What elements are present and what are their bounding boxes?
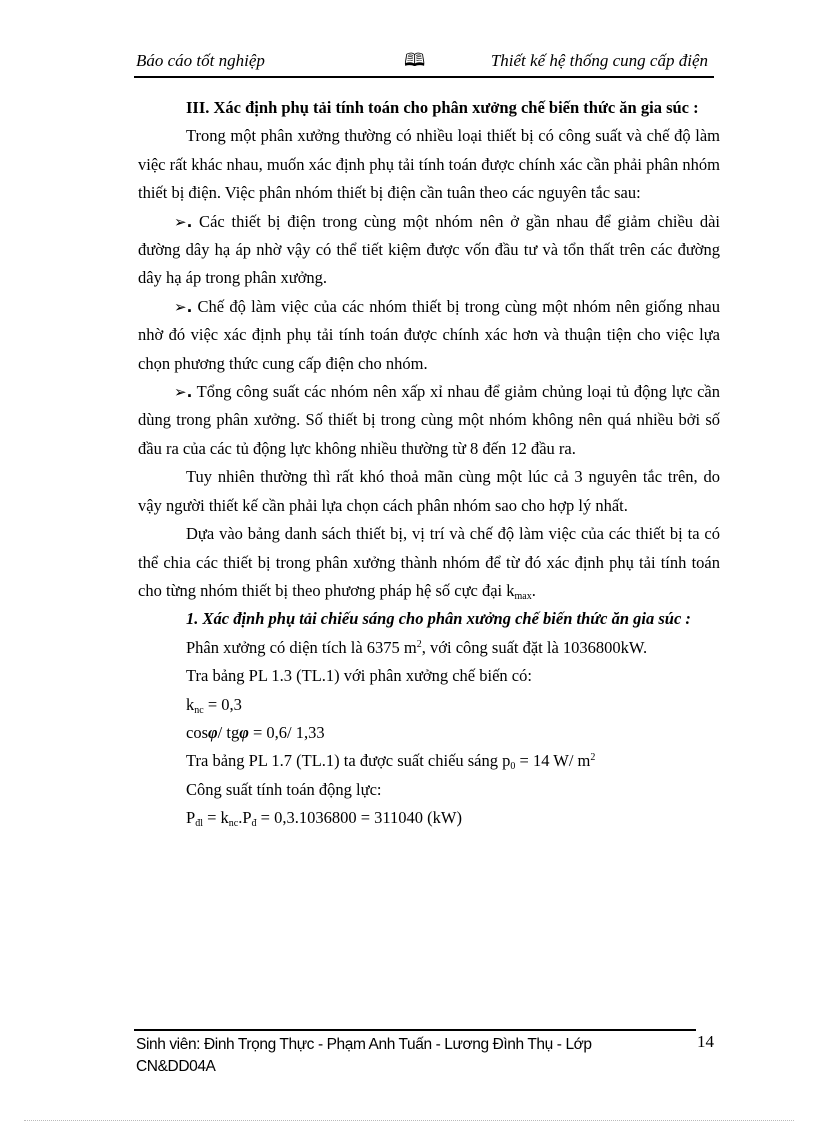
bullet-item-3: ➢. Tổng công suất các nhóm nên xấp xỉ nhau để giảm chủng loại tủ động lực cần dùng trong phân xưởng. Số thiết bị trong cùng một nhóm không nên quá nhiều bởi số đầu ra của các tủ động lực không nhiều thường từ 8 đến 12 đầu ra. bbox=[138, 382, 720, 458]
paragraph-power-calc: Công suất tính toán động lực: bbox=[186, 779, 382, 799]
bullet-item-1: ➢. Các thiết bị điện trong cùng một nhóm nên ở gần nhau để giảm chiều dài đường dây hạ áp nhờ vậy có thể tiết kiệm được vốn đầu tư và tổn thất trên các đường dây hạ áp trong phân xưởng. bbox=[138, 211, 720, 288]
subsection-heading: 1. Xác định phụ tải chiếu sáng cho phân xưởng chế biến thức ăn gia súc : bbox=[186, 609, 691, 629]
page-number: 14 bbox=[697, 1032, 714, 1051]
page-header bbox=[134, 48, 714, 74]
paragraph-grouping: Dựa vào bảng danh sách thiết bị, vị trí và chế độ làm việc của các thiết bị ta có thể chia các thiết bị trong phân xưởng thành nhóm để từ đó xác định phụ tải tính toán cho từng nhóm thiết bị theo phương pháp hệ số cực đại $k_{max}$. bbox=[138, 524, 720, 602]
header-rule bbox=[134, 76, 714, 78]
section-heading: III. Xác định phụ tải tính toán cho phân xưởng chế biến thức ăn gia súc : bbox=[186, 98, 699, 117]
footer-authors: Sinh viên: Đinh Trọng Thực - Phạm Anh Tuấn - Lương Đình Thụ - Lớp CN&DD04A bbox=[136, 1036, 592, 1075]
bullet-arrow-icon: ➢. bbox=[174, 297, 193, 316]
header-right-title: Thiết kế hệ thống cung cấp điện bbox=[490, 51, 708, 70]
paragraph-note: Tuy nhiên thường thì rất khó thoả mãn cùng một lúc cả 3 nguyên tắc trên, do vậy người thiết kế cần phải lựa chọn cách phân nhóm sao cho hợp lý nhất. bbox=[138, 467, 720, 515]
bullet-arrow-icon: ➢. bbox=[174, 212, 193, 231]
open-book-icon: 🕮 bbox=[404, 50, 426, 70]
formula-knc: $k_{nc} = 0,3$ bbox=[186, 694, 242, 716]
paragraph-intro: Trong một phân xưởng thường có nhiều loại thiết bị có công suất và chế độ làm việc rất khác nhau, muốn xác định phụ tải tính toán được chính xác cần phải phân nhóm thiết bị điện. Việc phân nhóm thiết bị điện cần tuân theo các nguyên tắc sau: bbox=[138, 126, 720, 203]
paragraph-table-lookup: Tra bảng PL 1.3 (TL.1) với phân xưởng chế biến có: bbox=[186, 666, 532, 686]
bullet-arrow-icon: ➢. bbox=[174, 383, 193, 402]
header-left-title: Báo cáo tốt nghiệp bbox=[136, 51, 265, 70]
formula-cos-tg: cosφ/ tgφ = 0,6/ 1,33 bbox=[186, 722, 325, 742]
bullet-item-2: ➢. Chế độ làm việc của các nhóm thiết bị trong cùng một nhóm nên giống nhau nhờ đó việc xác định phụ tải tính toán được chính xác hơn và thuận tiện cho việc lựa chọn phương thức cung cấp điện cho nhóm. bbox=[138, 296, 720, 373]
formula-pdl: $P_{đl} = k_{nc}.P_đ = 0,3.1036800 = 311040$ (kW) bbox=[186, 808, 462, 830]
page-body bbox=[138, 94, 720, 833]
paragraph-area: Phân xưởng có diện tích là 6375 $m^2$, với công suất đặt là 1036800kW. bbox=[186, 637, 648, 657]
page-bottom-border bbox=[24, 1120, 794, 1121]
formula-lighting-density: Tra bảng PL 1.7 (TL.1) ta được suất chiếu sáng $p_0 = 14$ W/ $m^2$ bbox=[186, 751, 596, 773]
footer-rule bbox=[134, 1029, 696, 1031]
